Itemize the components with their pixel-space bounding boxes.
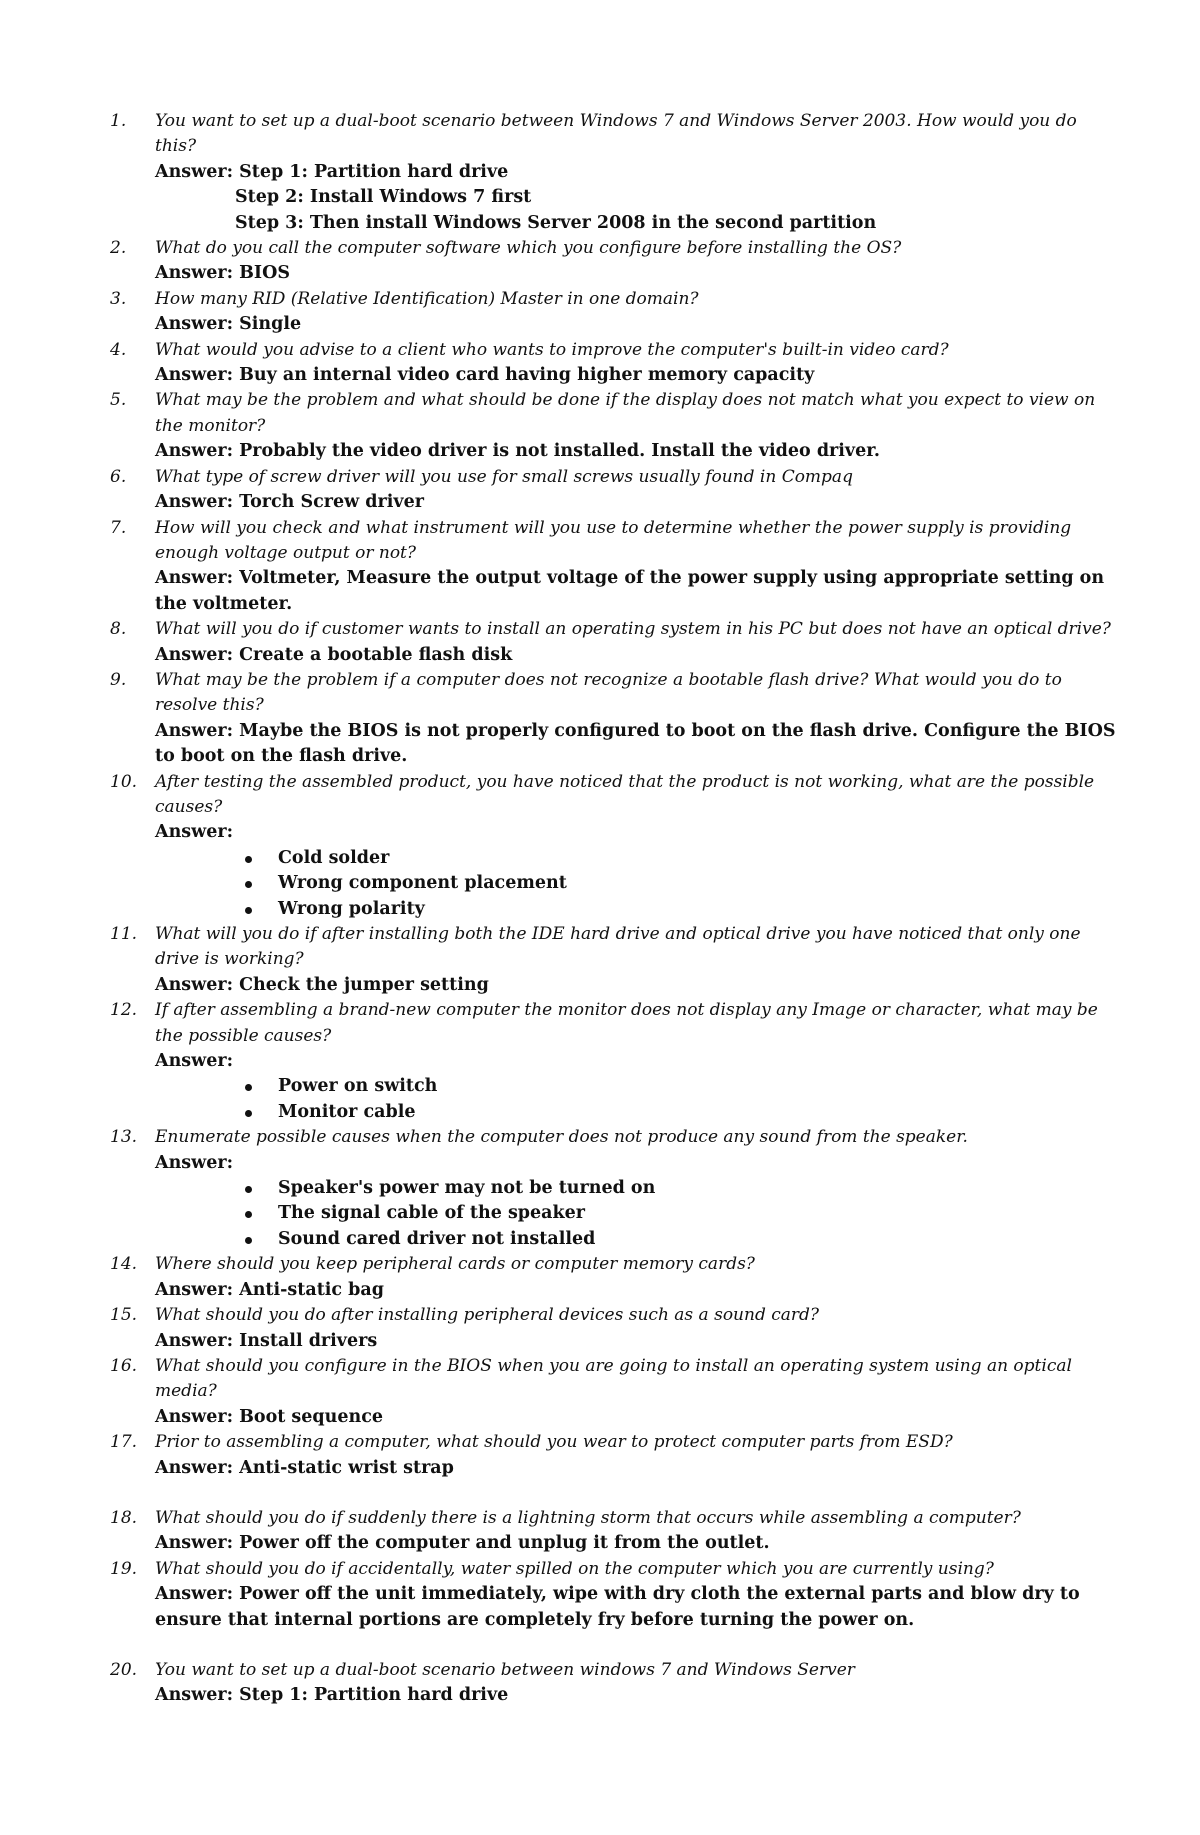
question-number: 7. [110,517,127,538]
question-item-19 [0,1557,1200,1633]
question-item-6 [0,465,1200,516]
question-number: 13. [110,1127,138,1148]
answer-text: Answer: Single [155,314,302,335]
question-text: You want to set up a dual-boot scenario between windows 7 and Windows Server [155,1659,855,1680]
question-item-17 [0,1430,1200,1481]
question-text: What will you do if after installing both the IDE hard drive and optical drive you have noticed that only one drive is working? [155,924,1081,970]
question-text: Prior to assembling a computer, what should you wear to protect computer parts from ESD? [155,1432,953,1453]
answer-text: Answer: Step 1: Partition hard drive [155,161,509,182]
question-text: What would you advise to a client who wants to improve the computer's built-in video card? [155,339,949,360]
question-text: How will you check and what instrument will you use to determine whether the power supply is providing enough voltage output or not? [155,517,1072,563]
question-number: 10. [110,771,138,792]
answer-text: Answer: Boot sequence [155,1406,384,1427]
bullet-item [155,846,1120,871]
question-number: 17. [110,1432,138,1453]
answer-text: Answer: Power off the unit immediately, wipe with dry cloth the external parts and blow dry to ensure that internal portions are completely fry before turning the power on. [155,1584,1080,1630]
question-text: What type of screw driver will you use for small screws usually found in Compaq [155,466,853,487]
answer-text: Answer: Maybe the BIOS is not properly configured to boot on the flash drive. Configure the BIOS to boot on the flash drive. [155,720,1116,767]
question-item-8 [0,617,1200,668]
answer-text: Answer: Voltmeter, Measure the output voltage of the power supply using appropriate setting on the voltmeter. [155,568,1105,614]
question-number: 12. [110,1000,138,1021]
bullet-text: Sound cared driver not installed [278,1228,596,1249]
answer-text: Answer: Check the jumper setting [155,974,489,995]
bullet-text: The signal cable of the speaker [278,1203,585,1224]
question-text: What may be the problem if a computer does not recognize a bootable flash drive? What would you do to resolve this? [155,669,1062,716]
answer-step: Step 3: Then install Windows Server 2008 in the second partition [235,212,877,233]
bullet-item [155,871,1120,896]
question-number: 16. [110,1355,138,1376]
question-text: What should you do if accidentally, water spilled on the computer which you are currently using? [155,1558,994,1579]
question-text: What should you do after installing peripheral devices such as a sound card? [155,1305,820,1326]
bullet-item [155,1100,1120,1125]
question-item-11 [0,922,1200,998]
bullet-dot-icon [245,856,252,863]
question-text: What may be the problem and what should be done if the display does not match what you expect to view on the monitor? [155,390,1096,436]
question-item-10 [0,770,1200,922]
question-item-16 [0,1354,1200,1430]
bullet-dot-icon [245,1237,252,1244]
answer-text: Answer: Probably the video driver is not installed. Install the video driver. [155,441,880,462]
question-number: 8. [110,619,127,640]
question-number: 11. [110,924,138,944]
question-number: 6. [110,466,127,487]
answer-text: Answer: [155,1051,234,1072]
question-item-20 [0,1658,1200,1709]
question-text: How many RID (Relative Identification) Master in one domain? [155,288,699,309]
question-text: If after assembling a brand-new computer the monitor does not display any Image or character, what may be the possible causes? [155,1000,1098,1046]
answer-text: Answer: Power off the computer and unplug it from the outlet. [155,1533,770,1554]
answer-text: Answer: Step 1: Partition hard drive [155,1685,509,1706]
bullet-dot-icon [245,881,252,888]
answer-step: Step 2: Install Windows 7 first [235,187,532,208]
answer-bullets [155,846,1120,922]
bullet-text: Power on switch [278,1076,438,1097]
question-text: Where should you keep peripheral cards or computer memory cards? [155,1254,755,1275]
question-item-3 [0,287,1200,338]
question-item-13 [0,1125,1200,1252]
question-list [0,109,1200,1709]
question-number: 14. [110,1254,138,1275]
answer-text: Answer: [155,1152,234,1173]
answer-text: Answer: BIOS [155,263,290,284]
bullet-item [155,1227,1120,1252]
question-text: What will you do if customer wants to install an operating system in his PC but does not have an optical drive? [155,619,1111,640]
bullet-text: Wrong component placement [278,873,567,894]
answer-text: Answer: [155,822,234,843]
bullet-text: Cold solder [278,847,390,868]
question-item-9 [0,668,1200,770]
bullet-text: Speaker's power may not be turned on [278,1178,656,1199]
bullet-dot-icon [245,907,252,914]
bullet-dot-icon [245,1110,252,1117]
bullet-dot-icon [245,1186,252,1193]
question-item-1 [0,109,1200,236]
bullet-item [155,1176,1120,1201]
bullet-item [155,1201,1120,1226]
question-number: 15. [110,1305,138,1326]
question-number: 5. [110,390,127,411]
question-text: After testing the assembled product, you have noticed that the product is not working, what are the possible causes? [155,771,1095,817]
answer-bullets [155,1176,1120,1252]
question-text: What do you call the computer software which you configure before installing the OS? [155,238,902,259]
bullet-item [155,897,1120,922]
question-number: 9. [110,669,127,690]
question-item-7 [0,516,1200,618]
question-number: 3. [110,288,127,309]
answer-text: Answer: Anti-static wrist strap [155,1457,454,1478]
question-item-18 [0,1506,1200,1557]
answer-text: Answer: Buy an internal video card having higher memory capacity [155,365,815,386]
question-text: Enumerate possible causes when the computer does not produce any sound from the speaker. [155,1127,968,1148]
question-number: 4. [110,339,127,360]
bullet-dot-icon [245,1211,252,1218]
answer-text: Answer: Install drivers [155,1330,378,1351]
question-text: What should you configure in the BIOS when you are going to install an operating system using an optical media? [155,1355,1072,1402]
question-number: 20. [110,1659,138,1680]
answer-steps [155,185,1120,236]
question-number: 1. [110,111,127,131]
question-item-12 [0,998,1200,1125]
answer-text: Answer: Torch Screw driver [155,492,424,513]
question-number: 2. [110,238,127,259]
question-text: What should you do if suddenly there is a lightning storm that occurs while assembling a computer? [155,1507,1021,1528]
question-number: 19. [110,1558,138,1579]
bullet-text: Monitor cable [278,1101,416,1122]
bullet-item [155,1074,1120,1099]
question-item-5 [0,388,1200,464]
question-item-14 [0,1252,1200,1303]
answer-bullets [155,1074,1120,1125]
question-item-4 [0,338,1200,389]
answer-text: Answer: Create a bootable flash disk [155,644,513,665]
answer-text: Answer: Anti-static bag [155,1279,384,1300]
question-item-2 [0,236,1200,287]
question-text: You want to set up a dual-boot scenario between Windows 7 and Windows Server 2003. How would you do this? [155,111,1077,157]
question-number: 18. [110,1507,138,1528]
bullet-text: Wrong polarity [278,898,425,919]
bullet-dot-icon [245,1084,252,1091]
question-item-15 [0,1303,1200,1354]
